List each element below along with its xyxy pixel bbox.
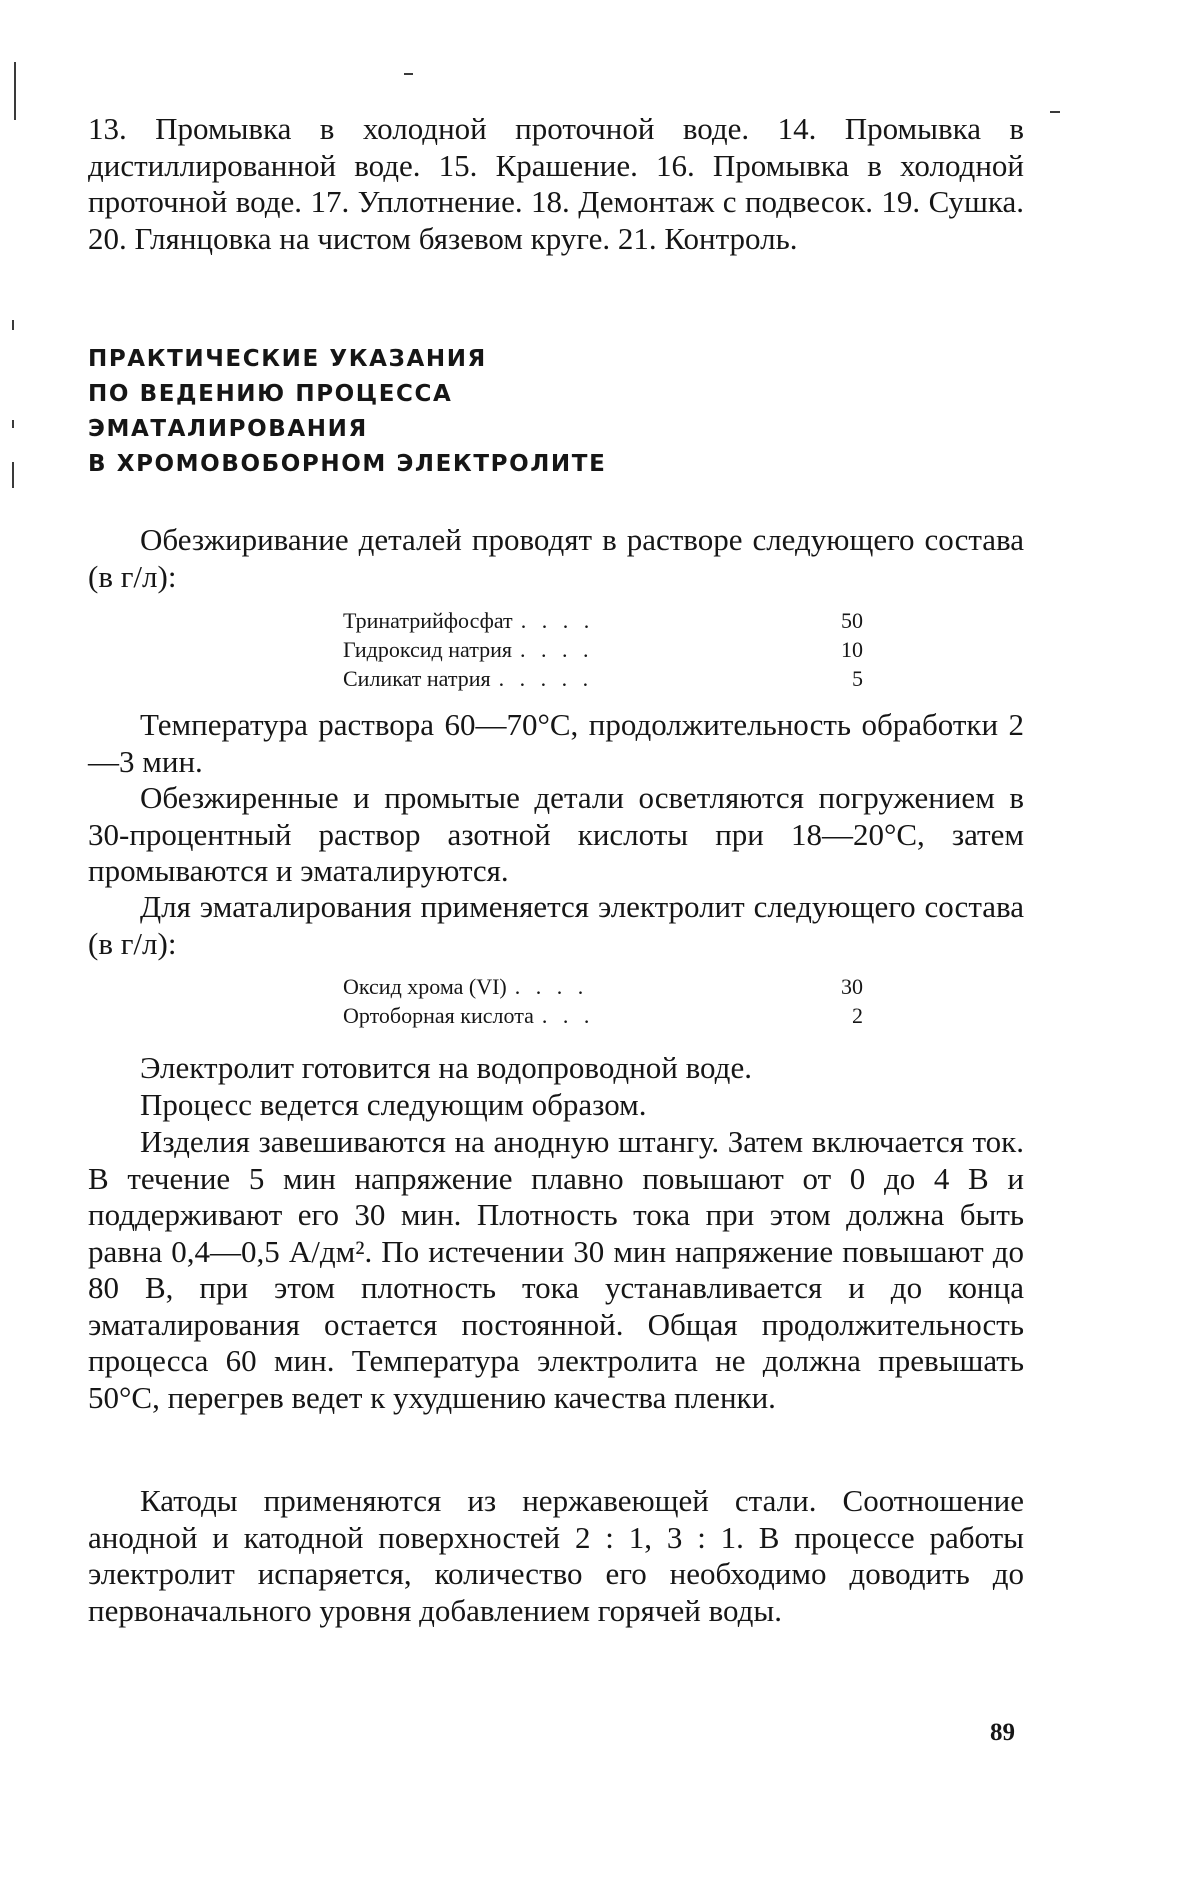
scan-margin-mark (12, 420, 14, 428)
leader-dots: . . . . (520, 608, 595, 633)
scan-mark-right (1050, 111, 1060, 113)
component-name: Силикат натрия (343, 666, 491, 691)
scan-margin-mark (12, 320, 14, 330)
cathodes-paragraph: Катоды применяются из нержавеющей стали. Соотношение анодной и катодной поверхностей 2 : 1, 3 : 1. В процессе работы электролит испаряется, количество его необходимо доводить до первоначального уровня добавлением горячей воды. (88, 1483, 1024, 1628)
component-amount: 2 (852, 1003, 863, 1028)
water-paragraph: Электролит готовится на водопроводной воде. (140, 1050, 752, 1085)
leader-dots: . . . . . (498, 666, 594, 691)
scan-mark-top (404, 73, 413, 75)
composition-row (343, 972, 863, 1001)
temperature-paragraph: Температура раствора 60—70°С, продолжительность обработки 2—3 мин. (88, 707, 1024, 779)
heading-line-4: В ХРОМОВОБОРНОМ ЭЛЕКТРОЛИТЕ (88, 451, 607, 477)
heading-line-1: ПРАКТИЧЕСКИЕ УКАЗАНИЯ (88, 346, 487, 372)
page-number: 89 (990, 1719, 1015, 1746)
leader-dots: . . . (541, 1003, 595, 1028)
leader-dots: . . . . (519, 637, 594, 662)
component-name: Тринатрийфосфат (343, 608, 513, 633)
composition-row (343, 664, 863, 693)
electrolyte-intro-paragraph: Для эматалирования применяется электролит следующего состава (в г/л): (88, 889, 1024, 961)
intro-paragraph: 13. Промывка в холодной проточной воде. 14. Промывка в дистиллированной воде. 15. Крашение. 16. Промывка в холодной проточной воде. 17. Уплотнение. 18. Демонтаж с подвесок. 19. Сушка. 20. Глянцовка на чистом бязевом круге. 21. Контроль. (88, 111, 1024, 256)
electrolyte-composition-table (343, 972, 863, 1030)
component-amount: 10 (841, 637, 863, 662)
brightening-paragraph: Обезжиренные и промытые детали осветляются погружением в 30-процентный раствор азотной кислоты при 18—20°С, затем промываются и эматалируются. (88, 780, 1024, 888)
composition-row (343, 606, 863, 635)
component-amount: 30 (841, 974, 863, 999)
heading-line-2: ПО ВЕДЕНИЮ ПРОЦЕССА (88, 381, 453, 407)
leader-dots: . . . . (514, 974, 589, 999)
component-name: Ортоборная кислота (343, 1003, 534, 1028)
component-name: Оксид хрома (VI) (343, 974, 507, 999)
book-page (88, 0, 1024, 1887)
component-amount: 5 (852, 666, 863, 691)
heading-line-3: ЭМАТАЛИРОВАНИЯ (88, 416, 368, 442)
scan-margin-mark (12, 462, 14, 488)
scan-margin-mark (14, 62, 16, 120)
component-amount: 50 (841, 608, 863, 633)
section-heading (88, 342, 1024, 482)
process-paragraph: Процесс ведется следующим образом. (140, 1087, 647, 1122)
composition-row (343, 635, 863, 664)
component-name: Гидроксид натрия (343, 637, 512, 662)
degreasing-composition-table (343, 606, 863, 693)
composition-row (343, 1001, 863, 1030)
degreasing-paragraph: Обезжиривание деталей проводят в растворе следующего состава (в г/л): (88, 522, 1024, 594)
procedure-paragraph: Изделия завешиваются на анодную штангу. Затем включается ток. В течение 5 мин напряжение плавно повышают от 0 до 4 В и поддерживают его 30 мин. Плотность тока при этом должна быть равна 0,4—0,5 А/дм². По истечении 30 мин напряжение повышают до 80 В, при этом плотность тока устанавливается и до конца эматалирования остается постоянной. Общая продолжительность процесса 60 мин. Температура электролита не должна превышать 50°С, перегрев ведет к ухудшению качества пленки. (88, 1124, 1024, 1415)
